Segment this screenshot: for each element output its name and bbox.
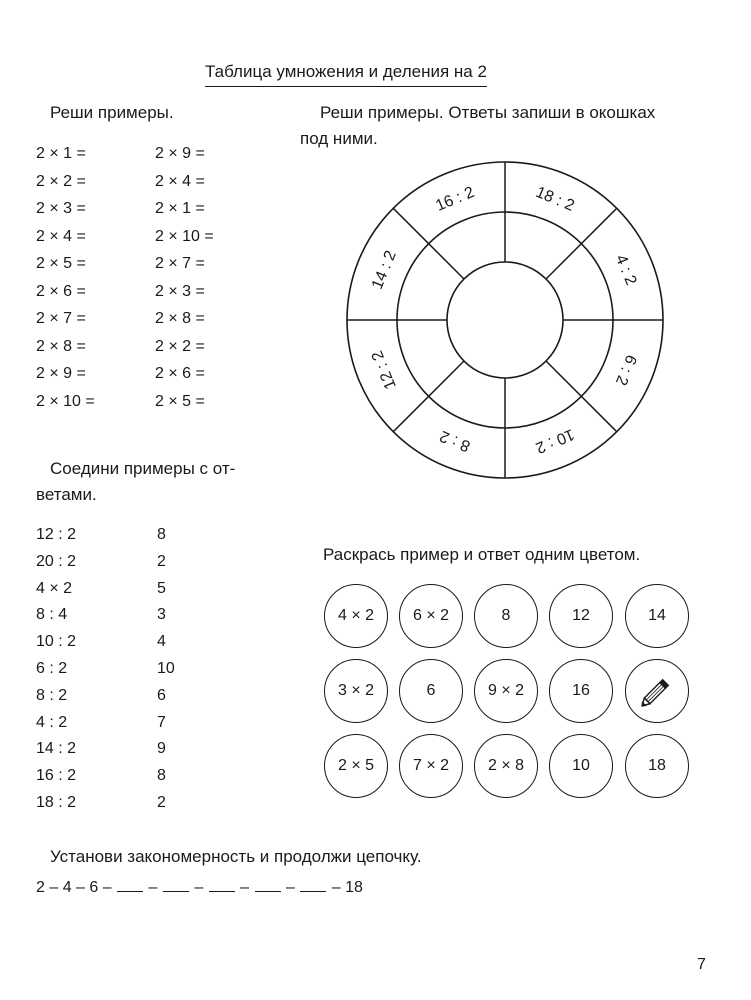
task1-example: 2 × 2 =: [36, 172, 86, 190]
match-answer: 6: [157, 686, 166, 704]
pencil-icon: [639, 673, 675, 709]
task1-example: 2 × 10 =: [36, 392, 95, 410]
task2-heading-line1: Реши примеры. Ответы запиши в окошках: [320, 103, 656, 122]
task1-example: 2 × 5 =: [155, 392, 205, 410]
wheel-example: 6 : 2: [611, 352, 640, 388]
match-answer: 2: [157, 793, 166, 811]
division-wheel: [340, 155, 670, 485]
match-example: 4 × 2: [36, 579, 73, 597]
match-answer: 5: [157, 579, 166, 597]
task2-heading-line2: под ними.: [300, 129, 378, 148]
color-circle: 8: [474, 584, 538, 648]
task1-example: 2 × 7 =: [36, 310, 86, 327]
wheel-dividers: [347, 162, 663, 478]
color-circle: 16: [549, 659, 613, 723]
chain-blank: [209, 877, 235, 892]
match-example: 8 : 4: [36, 606, 68, 624]
number-chain: [36, 876, 363, 900]
task1-column-2: [155, 140, 214, 415]
task1-example: 2 × 4 =: [36, 227, 86, 245]
task1-example: 2 × 3 =: [155, 282, 205, 300]
wheel-inner-circle: [447, 262, 563, 378]
color-circle: 6 × 2: [399, 584, 463, 648]
color-circle: 10: [549, 734, 613, 798]
match-example: 10 : 2: [36, 633, 77, 651]
wheel-example: 8 : 2: [437, 426, 473, 455]
match-answer: 7: [157, 713, 166, 731]
task4-heading: Раскрась пример и ответ одним цветом.: [323, 545, 641, 564]
color-circle: 9 × 2: [474, 659, 538, 723]
task1-heading: Реши примеры.: [50, 103, 174, 122]
match-answer: 8: [157, 767, 166, 785]
wheel-example: 14 : 2: [368, 248, 400, 292]
chain-start: 2 – 4 – 6 –: [36, 879, 112, 896]
wheel-example: 18 : 2: [533, 183, 577, 215]
task1-example: 2 × 9 =: [155, 145, 205, 162]
wheel-example: 10 : 2: [533, 425, 577, 457]
match-example: 8 : 2: [36, 686, 68, 704]
wheel-example: 4 : 2: [611, 252, 640, 288]
match-example: 14 : 2: [36, 740, 77, 758]
task3-answers: [157, 522, 175, 817]
task1-example: 2 × 7 =: [155, 255, 205, 272]
chain-blank: [300, 877, 326, 892]
task1-example: 2 × 2 =: [155, 337, 205, 355]
match-example: 6 : 2: [36, 659, 68, 677]
color-circle: 2 × 5: [324, 734, 388, 798]
match-example: 18 : 2: [36, 793, 77, 811]
task3-heading-line1: Соедини примеры с от-: [50, 459, 236, 478]
task1-example: 2 × 8 =: [36, 337, 86, 355]
match-example: 12 : 2: [36, 526, 77, 543]
task1-example: 2 × 9 =: [36, 365, 86, 382]
task1-example: 2 × 3 =: [36, 200, 86, 217]
chain-separator: –: [285, 879, 295, 896]
wheel-example: 16 : 2: [433, 183, 477, 215]
task1-example: 2 × 4 =: [155, 172, 205, 190]
task1-example: 2 × 8 =: [155, 310, 205, 327]
match-answer: 2: [157, 552, 166, 570]
match-answer: 10: [157, 659, 175, 677]
color-circle: 7 × 2: [399, 734, 463, 798]
page-title: Таблица умножения и деления на 2: [205, 60, 487, 87]
task1-example: 2 × 6 =: [155, 365, 205, 382]
color-circle: 4 × 2: [324, 584, 388, 648]
task1-example: 2 × 1 =: [155, 200, 205, 217]
task1-example: 2 × 6 =: [36, 282, 86, 300]
chain-blank: [117, 877, 143, 892]
chain-end: – 18: [331, 879, 363, 896]
match-answer: 8: [157, 526, 166, 543]
task1-example: 2 × 1 =: [36, 145, 86, 162]
color-match-grid: [323, 580, 693, 805]
page-number: 7: [697, 956, 706, 973]
task1-column-1: [36, 140, 95, 415]
chain-separator: –: [194, 879, 204, 896]
wheel-example: 12 : 2: [368, 348, 400, 392]
color-circle: 2 × 8: [474, 734, 538, 798]
task1-example: 2 × 10 =: [155, 227, 214, 245]
color-circle: 14: [625, 584, 689, 648]
match-answer: 3: [157, 606, 166, 624]
color-circle: 3 × 2: [324, 659, 388, 723]
match-answer: 9: [157, 740, 166, 758]
color-circle: 18: [625, 734, 689, 798]
task3-examples: [36, 522, 76, 817]
chain-blank: [255, 877, 281, 892]
match-example: 4 : 2: [36, 713, 68, 731]
color-circle: 6: [399, 659, 463, 723]
match-example: 20 : 2: [36, 552, 77, 570]
chain-separator: –: [240, 879, 250, 896]
task5-heading: Установи закономерность и продолжи цепочку.: [50, 847, 422, 866]
task3-heading-line2: ветами.: [36, 485, 97, 504]
pencil-circle: [625, 659, 689, 723]
chain-separator: –: [148, 879, 158, 896]
chain-blank: [163, 877, 189, 892]
task1-example: 2 × 5 =: [36, 255, 86, 272]
match-example: 16 : 2: [36, 767, 77, 785]
match-answer: 4: [157, 633, 166, 651]
color-circle: 12: [549, 584, 613, 648]
